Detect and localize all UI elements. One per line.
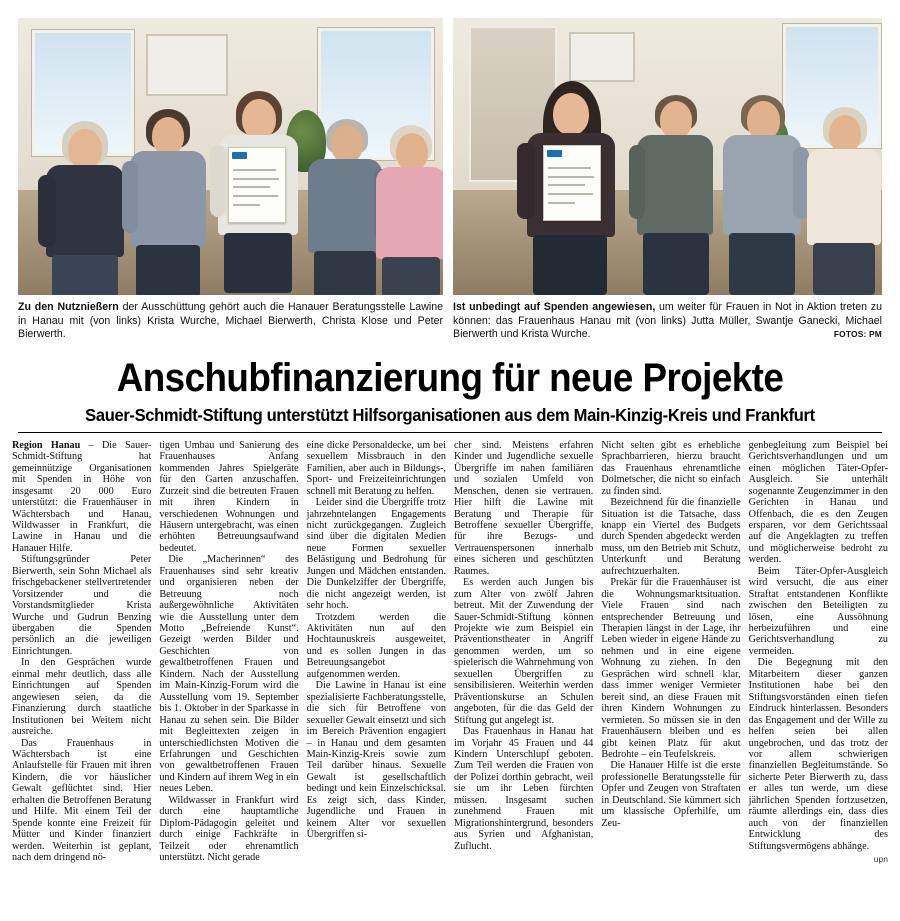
head	[829, 115, 861, 153]
paragraph: Trotzdem werden die Aktivitäten nun auf den Hochtaunuskreis ausgeweitet, und es sollen Jungen in das Betreuungsangebot aufgenommen werden.	[306, 611, 446, 680]
paragraph: Die Lawine in Hanau ist eine spezialisierte Fachberatungsstelle, die sich für Betroffene von sexueller Gewalt einsetzt und sich im Bereich Prävention engagiert – in Hanau und dem gesamten Main-Kinzig-Kreis sowie zum Teil darüber hinaus. Sexuelle Gewalt ist gesellschaftlich bedingt und kein Einzelschicksal. Es zeigt sich, dass Kinder, Jugendliche und Frauen in keinem Alter vor sexuellen Übergriffen si-	[306, 680, 446, 841]
head	[152, 117, 184, 155]
wall-poster	[569, 32, 635, 82]
certificate-line	[548, 202, 575, 204]
paragraph: Bezeichnend für die finanzielle Situation ist die Tatsache, dass knapp ein Viertel des Budgets durch Spenden abgedeckt werden muss, um den Betrieb mit Schutz, Unterkunft und Beratung aufrechtzuerhalten.	[601, 497, 741, 577]
paragraph: Es werden auch Jungen bis zum Alter von zwölf Jahren betreut. Mit der Zuwendung der Sauer-Schmidt-Stiftung können Projekte wie zum Beispiel ein Präventionstheater in Angriff genommen werden, um so spielerisch die Wahrnehmung von sexuellen Übergriffen zu sensibilisieren. Weiterhin werden Präventionskurse an Schulen angeboten, für die das Geld der Stiftung gut angelegt ist.	[453, 577, 594, 726]
paragraph-text: – Die Sauer-Schmidt-Stiftung hat gemeinnützige Organisationen mit Spenden in Höhe von insgesamt 20 000 Euro unterstützt: die Frauenhäuser in Wächtersbach und Hanau, Wildwasser in Frankfurt, die Lawine in Hanau und die Hanauer Hilfe.	[12, 439, 152, 554]
caption-right-text: um weiter für Frauen in Not in Aktion treten zu können: das Frauenhaus Hanau mit (von links) Jutta Müller, Swantje Ganecki, Michael Bierwerth und Krista Wurche.	[453, 301, 882, 341]
arm	[38, 175, 56, 247]
person-figure-with-certificate	[513, 81, 629, 295]
person-figure	[715, 89, 809, 295]
torso	[723, 135, 801, 235]
person-figure	[803, 97, 882, 295]
photo-block-left	[18, 18, 443, 295]
photo-credit: FOTOS: PM	[833, 329, 882, 340]
legs	[729, 233, 795, 295]
paragraph: cher sind. Meistens erfahren Kinder und Jugendliche sexuelle Übergriffe im nahen familiären und sozialen Umfeld von Menschen, denen sie vertrauen. Hier hilft die Lawine mit Beratung und Therapie für Betroffene sexueller Übergriffe, für ihre Bezugs- und Vertrauenspersonen innerhalb eines sicheren und geschützten Raumes.	[453, 439, 594, 577]
certificate-logo	[547, 150, 562, 157]
caption-left-lead: Zu den Nutznießern	[18, 301, 119, 313]
torso	[308, 159, 382, 253]
article-body	[0, 433, 900, 866]
torso	[130, 151, 206, 247]
arm	[629, 145, 645, 219]
certificate-line	[548, 193, 593, 195]
arm	[122, 161, 138, 233]
paragraph: Beim Täter-Opfer-Ausgleich wird versucht, die aus einer Straftat entstandenen Konflikte zwischen den Beteiligten zu lösen, eine Aussöhnung herbeizuführen und eine Gerichtsverhandlung zu vermeiden.	[748, 565, 888, 657]
torso	[46, 165, 124, 257]
person-figure-with-certificate	[210, 89, 306, 295]
paragraph	[12, 440, 151, 555]
paragraph: Die „Macherinnen“ des Frauenhauses sind sehr kreativ und organisieren neben der Betreuung noch außergewöhnliche Aktivitäten wie die Ausstellung unter dem Motto „Befreiende Kunst“. Gezeigt werden Bilder und Geschichten von gewaltbetroffenen Frauen und Kindern. Nach der Ausstellung im Main-Kinzig-Forum wird die Ausstellung vom 19. September bis 1. Oktober in der Sparkasse in Hanau zu sehen sein. Die Bilder mit Begleittexten zeigen in unterschiedlichsten Motiven die Erfahrungen und Geschichten von gewaltbetroffenen Frauen und Kindern auf ihrem Weg in ein neues Leben.	[159, 554, 299, 795]
arm	[210, 145, 226, 217]
paragraph: Prekär für die Frauenhäuser ist die Wohnungsmarktsituation. Viele Frauen sind nach entsprechender Betreuung und Therapien längst in der Lage, ihr Leben wieder in eigene Hände zu nehmen und in eine eigene Wohnung zu ziehen. In den Gesprächen wird schnell klar, dass immer weniger Vermieter bereit sind, an diese Frauen mit ihren Kindern Wohnungen zu vermieten. So müssen sie in den Frauenhäusern bleiben und es gibt keinen Platz für akut Bedrohte – ein Teufelskreis.	[601, 577, 741, 761]
paragraph: eine dicke Personaldecke, um bei sexuellem Missbrauch in den Familien, aber auch in Bildungs-, Sport- und Freizeiteinrichtungen schnell mit Beratung zu helfen.	[306, 439, 446, 497]
certificate-line	[233, 186, 270, 188]
page-title: Anschubfinanzierung für neue Projekte	[116, 355, 784, 400]
certificate-line	[233, 178, 279, 180]
legs	[813, 243, 875, 295]
legs	[136, 245, 200, 295]
photo-frauenhaus	[453, 18, 882, 295]
legs	[382, 257, 440, 295]
head	[660, 101, 692, 139]
caption-right-lead: Ist unbedingt auf Spenden angewiesen,	[453, 301, 656, 313]
paragraph: genbegleitung zum Beispiel bei Gerichtsverhandlungen und um einen möglichen Täter-Opfer-Ausgleich. Sie unterhält sogenannte Zeugenzimmer in den Gerichten in Hanau und Offenbach, die es den Zeugen ersparen, vor dem Gerichtssaal auf die Angeklagten zu treffen und möglicherweise bedroht zu werden.	[748, 439, 888, 566]
photo-lawine	[18, 18, 443, 295]
certificate-line	[548, 184, 585, 186]
certificate-line	[548, 167, 591, 169]
page-subtitle: Sauer-Schmidt-Stiftung unterstützt Hilfsorganisationen aus dem Main-Kinzig-Kreis und Frankfurt	[85, 404, 815, 425]
paragraph: Die Begegnung mit den Mitarbeitern dieser ganzen Institutionen habe bei den Stiftungsvorständen einen tiefen Eindruck hinterlassen. Besonders das Engagement und der Wille zu helfen seien bei allen ungebrochen, und das trotz der vor allem schwierigen finanziellen Begleitumstände. So sicherte Peter Bierwerth zu, dass er alles tun werde, um diese jährlichen Spenden fortzusetzen, räumte allerdings ein, dass dies auch von der finanziellen Entwicklung des Stiftungsvermögens abhänge.	[748, 657, 888, 852]
person-figure	[629, 87, 721, 295]
legs	[52, 255, 118, 295]
headline-block	[0, 342, 900, 425]
torso	[637, 135, 713, 235]
article-column-2	[159, 440, 298, 866]
head	[396, 133, 428, 171]
article-column-5	[601, 440, 740, 866]
certificate-document	[228, 147, 286, 223]
head	[553, 93, 589, 135]
paragraph: Stiftungsgründer Peter Bierwerth, sein Sohn Michael als frischgebackener stellvertretender Vorsitzender und die Vorstandsmitglieder Krista Wurche und Gudrun Benzing übergaben die Spenden persönlich an die jeweiligen Einrichtungen.	[12, 554, 152, 657]
dateline: Region Hanau	[12, 439, 81, 451]
legs	[533, 235, 607, 295]
person-figure	[36, 117, 132, 295]
caption-right	[453, 301, 882, 342]
author-signature: upn	[873, 854, 888, 865]
torso	[807, 149, 881, 245]
legs	[643, 233, 709, 295]
head	[331, 125, 363, 163]
photo-row	[0, 0, 900, 295]
certificate-document	[543, 145, 601, 221]
person-figure	[122, 99, 214, 295]
paragraph: In den Gesprächen wurde einmal mehr deutlich, dass alle Einrichtungen auf Spenden angewiesen seien, da die Finanzierung durch staatliche Institutionen bei Weitem nicht ausreiche.	[12, 657, 152, 738]
arm	[517, 143, 535, 219]
certificate-line	[233, 169, 276, 171]
paragraph: Die Hanauer Hilfe ist die erste professionelle Beratungsstelle für Opfer und Zeugen von Straftaten in Deutschland. Sie kümmert sich um klassische Opferhilfe, um Zeu-	[601, 760, 741, 829]
paragraph: Nicht selten gibt es erhebliche Sprachbarrieren, hierzu braucht das Frauenhaus ehrenamtliche Dolmetscher, die nicht so einfach zu finden sind.	[601, 439, 741, 497]
head	[68, 129, 102, 169]
certificate-logo	[232, 152, 247, 159]
certificate-line	[233, 204, 260, 206]
legs	[314, 251, 376, 295]
certificate-line	[233, 195, 278, 197]
paragraph: Wildwasser in Frankfurt wird durch eine hauptamtliche Diplom-Pädagogin geleitet und durch einige Fachkräfte in Teilzeit oder ehrenamtlich unterstützt. Nicht gerade	[159, 794, 299, 864]
head	[242, 99, 276, 139]
wall-poster	[146, 34, 228, 96]
article-column-3	[307, 440, 446, 866]
caption-row	[0, 295, 900, 342]
paragraph: Das Frauenhaus in Wächtersbach ist eine Anlaufstelle für Frauen mit ihren Kindern, die vor häuslicher Gewalt geflüchtet sind. Hier erhalten die Betroffenen Beratung und Hilfe. Mit einem Teil der Spende konnte eine Freizeit für Mütter und Kinder finanziert werden. Weiterhin ist geplant, nach dem dringend nö-	[12, 737, 152, 864]
article-column-6	[749, 440, 888, 866]
caption-left-text: der Ausschüttung gehört auch die Hanauer Beratungsstelle Lawine in Hanau mit (von links) Krista Wurche, Michael Bierwerth, Christa Klose und Peter Bierwerth.	[18, 301, 443, 341]
article-column-1	[12, 440, 151, 866]
paragraph: tigen Umbau und Sanierung des Frauenhauses Anfang kommenden Jahres Spielgeräte für den Garten anzuschaffen. Zurzeit sind die betreuten Frauen mit ihren Kindern in verschiedenen Wohnungen und Häusern untergebracht, was einen erhöhten Betreuungsaufwand bedeutet.	[159, 439, 299, 554]
certificate-line	[548, 176, 594, 178]
paragraph: Das Frauenhaus in Hanau hat im Vorjahr 45 Frauen und 44 Kindern Unterschlupf geboten. Zum Teil werden die Frauen von der Polizei dorthin gebracht, weil sie um ihr Leben fürchten müssen. Insgesamt suchen zunehmend Frauen mit Migrationshintergrund, besonders aus Syrien und Afghanistan, Zuflucht.	[453, 726, 594, 852]
legs	[224, 233, 292, 293]
caption-left	[18, 301, 443, 342]
paragraph: Leider sind die Übergriffe trotz jahrzehntelangen Engagements nicht zurückgegangen. Zugleich sind über die digitalen Medien neue Formen sexueller Belästigung und Bedrohung für Jungen und Mädchen entstanden. Die Dunkelziffer der Übergriffe, die nicht angezeigt werden, ist sehr hoch.	[306, 497, 446, 612]
torso	[376, 167, 443, 259]
article-column-4	[454, 440, 593, 866]
person-figure	[374, 113, 443, 295]
photo-block-right	[453, 18, 882, 295]
